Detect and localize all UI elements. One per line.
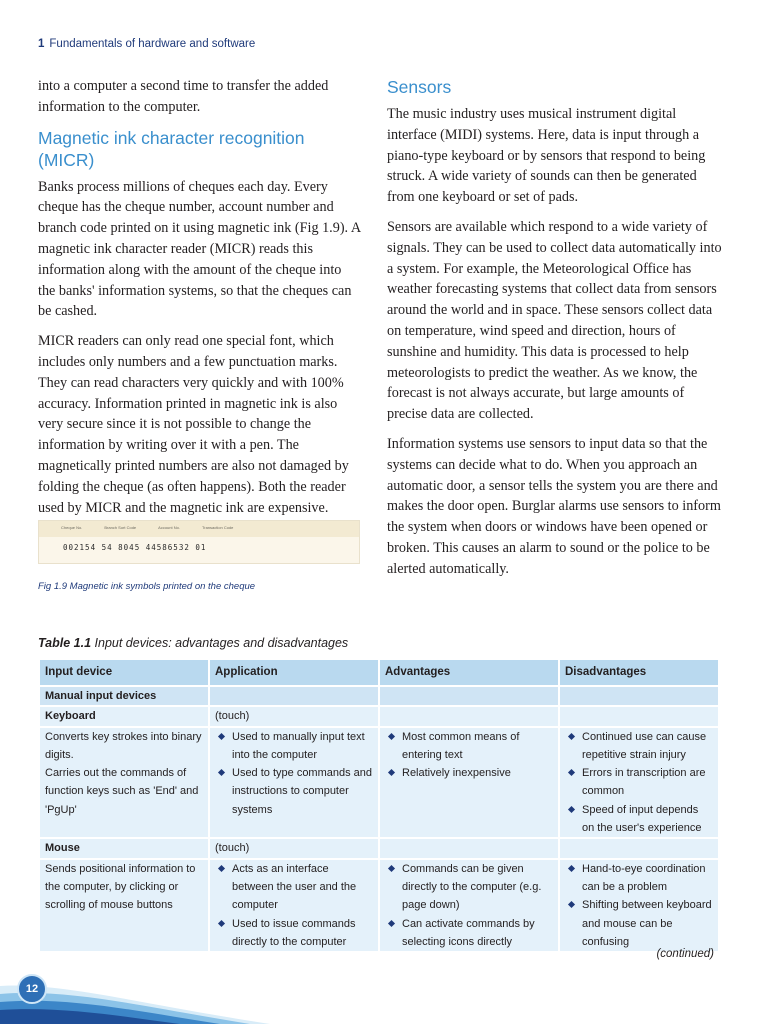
cheque-figure: [38, 520, 360, 564]
table-title-text: Input devices: advantages and disadvantages: [94, 636, 349, 650]
touch-keyboard: (touch): [209, 706, 379, 726]
mouse-description: Sends positional information to the computer, by clicking or scrolling of mouse buttons: [39, 859, 209, 952]
section-label: Manual input devices: [39, 686, 209, 706]
section-cell: [379, 686, 559, 706]
cheque-label-sort-code: Branch Sort Code: [104, 525, 137, 530]
cheque-field-labels: [61, 525, 349, 530]
micr-heading: Magnetic ink character recognition (MICR): [38, 127, 305, 170]
table-row: [39, 706, 719, 726]
list-item: Commands can be given directly to the computer (e.g. page down): [385, 860, 553, 915]
continued-label: (continued): [656, 948, 714, 960]
keyboard-disadvantages: [559, 727, 719, 839]
section-cell: [209, 686, 379, 706]
device-name-keyboard: Keyboard: [39, 706, 209, 726]
page-number: 12: [17, 974, 47, 1004]
keyboard-advantages: [379, 727, 559, 839]
keyboard-description-2: Carries out the commands of function keys such as 'End' and 'PgUp': [45, 767, 199, 816]
micr-paragraph-2: MICR readers can only read one special font, which includes only numbers and a few punctuation marks. They can read characters very quickly and with 100% accuracy. Information printed in magnetic ink is also very secure since it is not possible to change the information by writing over it with a pen. The magnetically printed numbers are also not damaged by folding the cheque (as often happens). Both the reader used by MICR and the magnetic ink are expensive.: [38, 333, 349, 516]
mouse-applications: [209, 859, 379, 952]
empty-cell: [559, 838, 719, 858]
device-name-mouse: Mouse: [39, 838, 209, 858]
table-header-row: [39, 659, 719, 686]
empty-cell: [559, 706, 719, 726]
mouse-disadvantages: [559, 859, 719, 952]
left-column: [38, 76, 362, 527]
list-item: Relatively inexpensive: [385, 764, 553, 782]
list-item: Speed of input depends on the user's experience: [565, 801, 713, 838]
cheque-label-transaction: Transaction Code: [201, 525, 234, 530]
keyboard-description-1: Converts key strokes into binary digits.: [45, 730, 202, 761]
list-item: Used to issue commands directly to the computer: [215, 915, 373, 952]
table-row: [39, 727, 719, 839]
micr-line: 002154 54 8045 44586532 01: [63, 543, 207, 552]
header-input-device: Input device: [39, 659, 209, 686]
list-item: Used to type commands and instructions to computer systems: [215, 764, 373, 819]
section-cell: [559, 686, 719, 706]
sensors-paragraph-2: Sensors are available which respond to a wide variety of signals. They can be used to collect data automatically into a system. For example, the Meteorological Office has weather forecasting systems that collect data from sensors around the world and in space. These sensors collect data on temperature, wind speed and direction, hours of sunshine and humidity. This data is processed to help meteorologists to predict the weather. As we know, the forecast is not always accurate, but large amounts of precise data are collected.: [387, 218, 722, 423]
mouse-advantages: [379, 859, 559, 952]
intro-paragraph: into a computer a second time to transfer the added information to the computer.: [38, 78, 329, 115]
list-item: Most common means of entering text: [385, 728, 553, 765]
chapter-title: Fundamentals of hardware and software: [49, 38, 256, 50]
table-title-label: Table 1.1: [38, 636, 92, 650]
empty-cell: [379, 838, 559, 858]
list-item: Acts as an interface between the user and the computer: [215, 860, 373, 915]
empty-cell: [379, 706, 559, 726]
chapter-number: 1: [38, 38, 45, 50]
sensors-paragraph-3: Information systems use sensors to input data so that the systems can decide what to do. When you approach an automatic door, a sensor tells the system you are there and makes the door open. Burglar alarms use sensors to inform the system when doors or windows have been opened or broken. This causes an alarm to sound or the police to be alerted automatically.: [387, 435, 721, 577]
input-devices-table: [38, 658, 720, 953]
micr-paragraph-1: Banks process millions of cheques each day. Every cheque has the cheque number, account number and branch code printed on it using magnetic ink (Fig 1.9). A magnetic ink character reader (MICR) reads this information along with the amount of the cheque into the banks' information systems, so that the cheques can be cashed.: [38, 178, 361, 320]
table-row: [39, 838, 719, 858]
right-column: [387, 76, 723, 589]
cheque-label-account: Account No.: [158, 525, 180, 530]
sensors-paragraph-1: The music industry uses musical instrument digital interface (MIDI) systems. Here, data is input through a piano-type keyboard or by sensors that respond to being struck. A wide variety of sounds can then be generated from one keyboard or set of pads.: [387, 106, 706, 206]
list-item: Errors in transcription are common: [565, 764, 713, 801]
header-application: Application: [209, 659, 379, 686]
figure-caption: Fig 1.9 Magnetic ink symbols printed on the cheque: [38, 581, 256, 592]
cheque-label-number: Cheque No.: [61, 525, 83, 530]
list-item: Used to manually input text into the computer: [215, 728, 373, 765]
touch-mouse: (touch): [209, 838, 379, 858]
running-head: [38, 38, 255, 50]
list-item: Hand-to-eye coordination can be a problem: [565, 860, 713, 897]
header-disadvantages: Disadvantages: [559, 659, 719, 686]
keyboard-description: [39, 727, 209, 839]
header-advantages: Advantages: [379, 659, 559, 686]
table-title: [38, 636, 348, 650]
sensors-heading: Sensors: [387, 77, 452, 97]
list-item: Can activate commands by selecting icons directly: [385, 915, 553, 952]
keyboard-applications: [209, 727, 379, 839]
table-row: [39, 859, 719, 952]
section-row: [39, 686, 719, 706]
list-item: Shifting between keyboard and mouse can be confusing: [565, 896, 713, 951]
list-item: Continued use can cause repetitive strain injury: [565, 728, 713, 765]
